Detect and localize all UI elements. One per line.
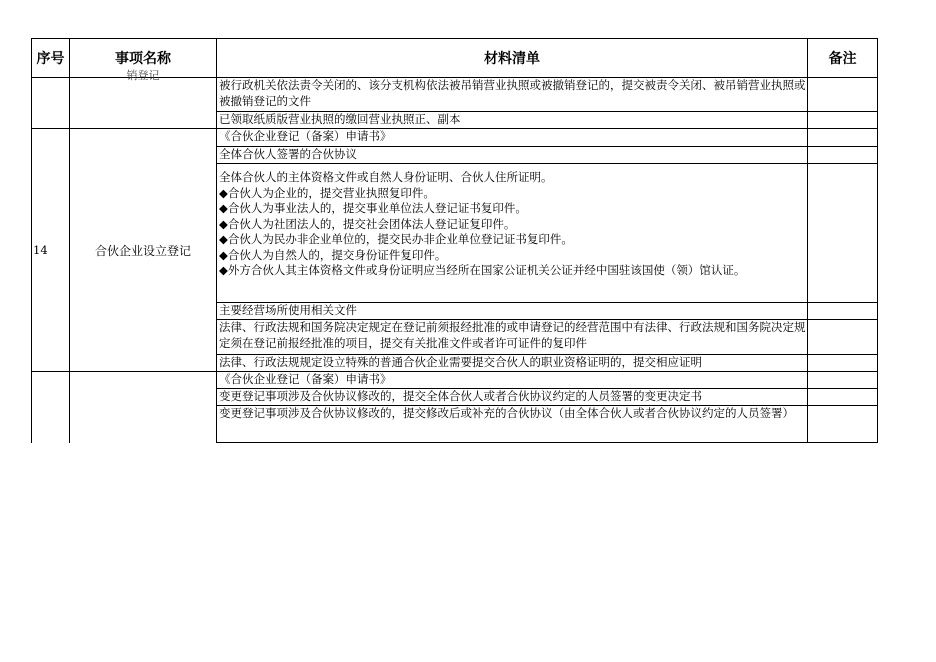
header-remarks: 备注 [807,38,878,78]
item-14-name: 合伙企业设立登记 [94,244,191,258]
item-15-material-3: 变更登记事项涉及合伙协议修改的，提交修改后或补充的合伙协议（由全体合伙人或者合伙协议约定的人员签署） [219,406,794,420]
item-14-material-3 [216,170,807,279]
item-15-material-2: 变更登记事项涉及合伙协议修改的，提交全体合伙人或者合伙协议约定的人员签署的变更决定书 [219,389,702,403]
header-item-name: 事项名称 [69,38,217,78]
prev-item-name: 销登记 [126,69,160,82]
item-14-material-4: 主要经营场所使用相关文件 [219,303,357,317]
item-14-material-5: 法律、行政法规和国务院决定规定在登记前须报经批准的或申请登记的经营范围中有法律、行政法规和国务院决定规定须在登记前报经批准的项目，提交有关批准文件或者许可证件的复印件 [219,320,806,350]
material-3-line-1: ◆合伙人为企业的，提交营业执照复印件。 [219,185,435,200]
header-materials: 材料清单 [216,38,808,78]
item-14-material-2: 全体合伙人签署的合伙协议 [219,147,357,161]
prev-material-2: 已领取纸质版营业执照的缴回营业执照正、副本 [219,112,461,126]
item-15-material-1: 《合伙企业登记（备案）申请书》 [219,372,392,386]
material-3-line-4: ◆合伙人为民办非企业单位的，提交民办非企业单位登记证书复印件。 [219,232,573,246]
item-14-material-6: 法律、行政法规规定设立特殊的普通合伙企业需要提交合伙人的职业资格证明的，提交相应证明 [219,355,702,369]
material-3-line-0: 全体合伙人的主体资格文件或自然人身份证明、合伙人住所证明。 [219,170,553,184]
material-3-line-3: ◆合伙人为社团法人的，提交社会团体法人登记证复印件。 [219,216,516,231]
material-3-line-2: ◆合伙人为事业法人的，提交事业单位法人登记证书复印件。 [219,201,527,215]
item-14-seq: 14 [33,243,48,257]
item-14-material-1: 《合伙企业登记（备案）申请书》 [219,129,392,143]
prev-material-1: 被行政机关依法责令关闭的、该分支机构依法被吊销营业执照或被撤销登记的，提交被责令关闭、被吊销营业执照或被撤销登记的文件 [219,78,806,108]
header-seq: 序号 [31,38,70,78]
material-3-line-5: ◆合伙人为自然人的，提交身份证件复印件。 [219,247,447,262]
material-3-line-6: ◆外方合伙人其主体资格文件或身份证明应当经所在国家公证机关公证并经中国驻该国使（领）馆认证。 [219,263,746,277]
